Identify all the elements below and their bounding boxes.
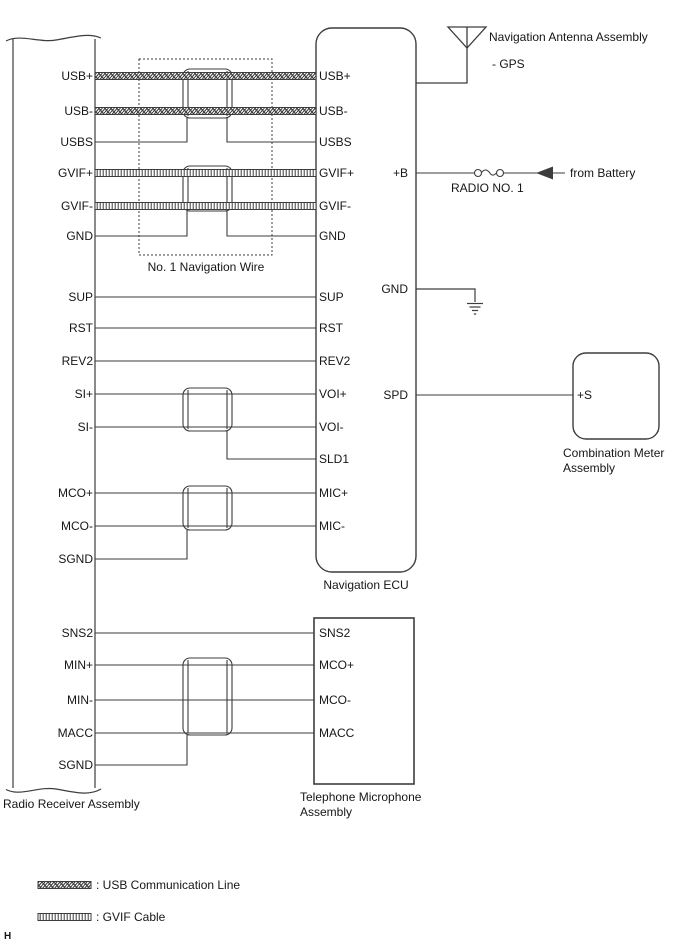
antenna-assembly-label: Navigation Antenna Assembly (489, 30, 648, 44)
radio-pin-mco-plus: MCO+ (57, 486, 93, 500)
ecu-pin-sup: SUP (319, 290, 344, 304)
radio-pin-sup: SUP (68, 290, 93, 304)
radio-receiver-label: Radio Receiver Assembly (3, 797, 140, 811)
ecu-pin-gvif-plus: GVIF+ (319, 166, 355, 180)
ecu-pin-usbs: USBS (319, 135, 352, 149)
footer-h-mark: H (4, 931, 12, 942)
fuse-name-label: RADIO NO. 1 (451, 181, 524, 195)
gvif-cables (95, 170, 316, 210)
navigation-ecu-label: Navigation ECU (323, 578, 409, 592)
navigation-wire-label: No. 1 Navigation Wire (147, 260, 265, 274)
min-shield-icon (183, 658, 232, 735)
gvif-minus-wire (95, 203, 316, 210)
usb-communication-lines (95, 73, 316, 115)
radio-pin-macc: MACC (57, 726, 93, 740)
radio-pin-si-plus: SI+ (74, 387, 93, 401)
radio-pin-min-plus: MIN+ (63, 658, 93, 672)
antenna-icon (416, 27, 486, 83)
radio-pin-usb-minus: USB- (64, 104, 93, 118)
ecu-pin-usb-minus: USB- (319, 104, 348, 118)
radio-pin-gvif-plus: GVIF+ (57, 166, 93, 180)
legend-gvif-label: : GVIF Cable (96, 910, 166, 924)
ecu-pin-plus-b: +B (392, 166, 408, 180)
gvif-plus-wire (95, 170, 316, 177)
ecu-pin-mic-minus: MIC- (319, 519, 345, 533)
from-battery-arrow-icon (536, 167, 553, 180)
radio-pin-mco-minus: MCO- (61, 519, 93, 533)
ecu-pin-sld1: SLD1 (319, 452, 350, 466)
ecu-pin-rev2: REV2 (319, 354, 351, 368)
legend-usb-label: : USB Communication Line (96, 878, 241, 892)
ecu-pin-mic-plus: MIC+ (319, 486, 349, 500)
ecu-pin-voi-plus: VOI+ (319, 387, 347, 401)
radio-pin-rev2: REV2 (61, 354, 93, 368)
antenna-gps-label: - GPS (492, 57, 525, 71)
radio-pin-gnd: GND (66, 229, 93, 243)
radio-pin-si-minus: SI- (77, 420, 93, 434)
radio-pin-sgnd2: SGND (58, 758, 93, 772)
navigation-wire-dotted-box (139, 59, 272, 255)
mic-pin-sns2: SNS2 (319, 626, 351, 640)
shield-icons (183, 69, 232, 735)
radio-pin-usbs: USBS (60, 135, 93, 149)
ecu-pin-rst: RST (319, 321, 343, 335)
mic-pin-mco-minus: MCO- (319, 693, 351, 707)
legend-usb-swatch (38, 882, 91, 889)
ground-icon (416, 289, 483, 314)
from-battery-label: from Battery (570, 166, 636, 180)
radio-pin-sgnd: SGND (58, 552, 93, 566)
radio-pin-gvif-minus: GVIF- (61, 199, 93, 213)
usb-plus-wire (95, 73, 316, 80)
mic-pin-mco-plus: MCO+ (319, 658, 355, 672)
meter-pin-plus-s: +S (577, 388, 593, 402)
radio-pin-min-minus: MIN- (67, 693, 93, 707)
telephone-microphone-label: Telephone Microphone Assembly (300, 790, 422, 819)
radio-pin-sns2: SNS2 (61, 626, 93, 640)
ecu-pin-gvif-minus: GVIF- (319, 199, 351, 213)
mic-pin-macc: MACC (319, 726, 355, 740)
usb-minus-wire (95, 108, 316, 115)
ecu-pin-usb-plus: USB+ (319, 69, 351, 83)
legend-gvif-swatch (38, 914, 91, 921)
combination-meter-label: Combination Meter Assembly (563, 446, 665, 475)
radio-pin-usb-plus: USB+ (61, 69, 93, 83)
ecu-pin-gnd: GND (319, 229, 346, 243)
ecu-pin-gnd-right: GND (381, 282, 408, 296)
ecu-pin-spd: SPD (383, 388, 408, 402)
ecu-pin-voi-minus: VOI- (319, 420, 344, 434)
radio-pin-rst: RST (69, 321, 93, 335)
